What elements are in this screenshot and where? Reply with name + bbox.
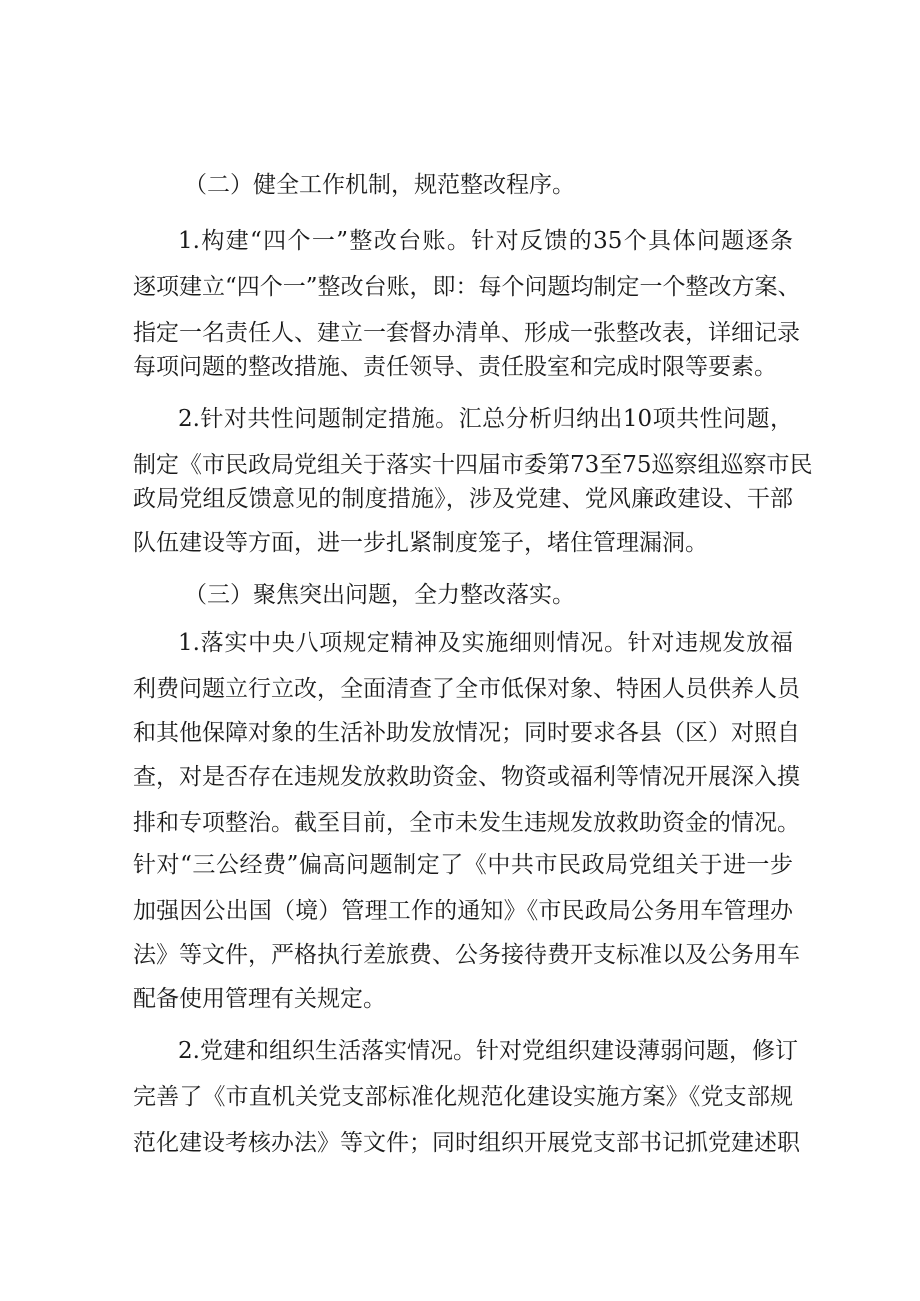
section-heading-3: （三）聚焦突出问题，全力整改落实。	[184, 582, 575, 608]
paragraph-line: 和其他保障对象的生活补助发放情况；同时要求各县（区）对照自	[133, 720, 800, 746]
paragraph-line: 配备使用管理有关规定。	[133, 986, 386, 1012]
paragraph-line: 针对“三公经费”偏高问题制定了《中共市民政局党组关于进一步	[133, 852, 793, 878]
paragraph-line: 利费问题立行立改，全面清查了全市低保对象、特困人员供养人员	[133, 676, 800, 702]
paragraph-line: 逐项建立“四个一”整改台账，即：每个问题均制定一个整改方案、	[133, 274, 801, 300]
paragraph-line: 制定《市民政局党组关于落实十四届市委第73至75巡察组巡察市民	[133, 452, 813, 478]
paragraph-line: 加强因公出国（境）管理工作的通知》《市民政局公务用车管理办	[133, 898, 793, 924]
section-heading-2: （二）健全工作机制，规范整改程序。	[184, 172, 575, 198]
paragraph-line: 1.落实中央八项规定精神及实施细则情况。针对违规发放福	[178, 630, 793, 656]
paragraph-line: 1.构建“四个一”整改台账。针对反馈的35个具体问题逐条	[178, 228, 793, 254]
paragraph-line: 完善了《市直机关党支部标准化规范化建设实施方案》《党支部规	[133, 1084, 793, 1110]
paragraph-line: 2.针对共性问题制定措施。汇总分析归纳出10项共性问题，	[178, 406, 793, 432]
paragraph-line: 排和专项整治。截至目前，全市未发生违规发放救助资金的情况。	[133, 810, 800, 836]
paragraph-line: 队伍建设等方面，进一步扎紧制度笼子，堵住管理漏洞。	[133, 530, 708, 556]
paragraph-line: 2.党建和组织生活落实情况。针对党组织建设薄弱问题，修订	[178, 1038, 798, 1064]
paragraph-line: 政局党组反馈意见的制度措施》，涉及党建、党风廉政建设、干部	[133, 486, 793, 512]
paragraph-line: 指定一名责任人、建立一套督办清单、形成一张整改表，详细记录	[133, 320, 800, 346]
paragraph-line: 查，对是否存在违规发放救助资金、物资或福利等情况开展深入摸	[133, 764, 800, 790]
paragraph-line: 法》等文件，严格执行差旅费、公务接待费开支标准以及公务用车	[133, 942, 800, 968]
paragraph-line: 每项问题的整改措施、责任领导、责任股室和完成时限等要素。	[133, 354, 777, 380]
paragraph-line: 范化建设考核办法》等文件；同时组织开展党支部书记抓党建述职	[133, 1130, 800, 1156]
